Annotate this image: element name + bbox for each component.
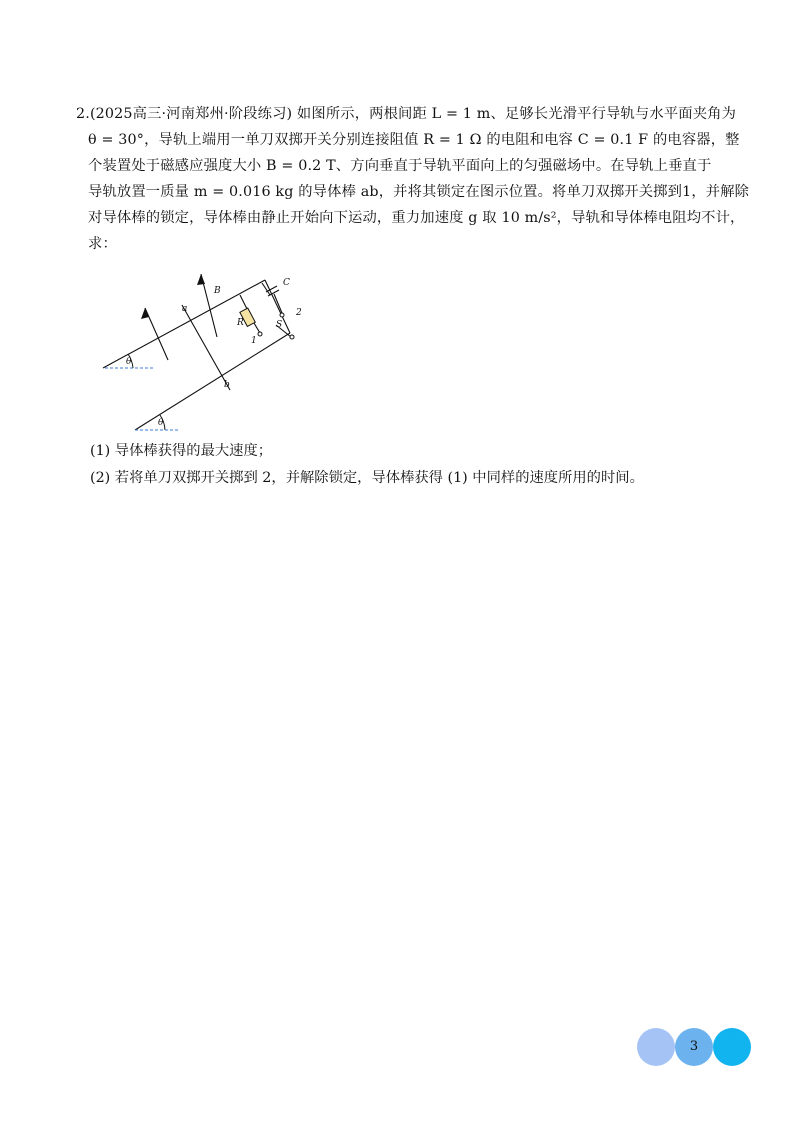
label-B: B <box>214 286 221 296</box>
question-block <box>76 101 750 257</box>
label-theta-lower: θ <box>158 418 164 428</box>
label-C: C <box>283 278 290 288</box>
question-line-4: 导轨放置一质量 m = 0.016 kg 的导体棒 ab，并将其锁定在图示位置。将单刀双掷开关掷到1，并解除 <box>88 184 750 200</box>
label-S: S <box>276 320 283 330</box>
arrowhead-b <box>197 274 205 285</box>
label-2: 2 <box>296 308 302 318</box>
label-1: 1 <box>251 336 257 346</box>
resistor-lead-top <box>240 295 247 309</box>
page-badge-left <box>637 1028 675 1066</box>
page-number: 3 <box>689 1039 699 1054</box>
question-line-5: 对导体棒的锁定，导体棒由静止开始向下运动，重力加速度 g 取 10 m/s²，导轨和导体棒电阻均不计， <box>88 210 745 226</box>
label-a: a <box>182 304 188 314</box>
terminal-1 <box>258 332 262 336</box>
label-b: b <box>224 380 230 390</box>
circuit-figure <box>100 265 315 435</box>
switch-pivot <box>290 335 294 339</box>
question-line-1: 2.(2025高三·河南郑州·阶段练习) 如图所示，两根间距 L = 1 m、足够长光滑平行导轨与水平面夹角为 <box>76 106 737 122</box>
conductor-rod <box>182 305 230 390</box>
question-line-6: 求： <box>88 236 117 252</box>
capacitor-lead-bottom <box>274 294 282 313</box>
terminal-2 <box>280 313 284 317</box>
label-R: R <box>237 318 244 328</box>
rail-diagram <box>100 265 315 435</box>
lower-rail <box>135 333 290 430</box>
subquestion-2: (2) 若将单刀双掷开关掷到 2，并解除锁定，导体棒获得 (1) 中同样的速度所用的时间。 <box>90 470 644 486</box>
page-badge-right <box>713 1028 751 1066</box>
subquestion-1: (1) 导体棒获得的最大速度； <box>90 443 273 459</box>
question-line-2: θ = 30°，导轨上端用一单刀双掷开关分别连接阻值 R = 1 Ω 的电阻和电容 C = 0.1 F 的电容器，整 <box>88 132 740 148</box>
resistor-lead-bottom <box>254 323 260 333</box>
question-line-3: 个装置处于磁感应强度大小 B = 0.2 T、方向垂直于导轨平面向上的匀强磁场中。在导轨上垂直于 <box>88 158 712 174</box>
label-theta-upper: θ <box>126 357 132 367</box>
